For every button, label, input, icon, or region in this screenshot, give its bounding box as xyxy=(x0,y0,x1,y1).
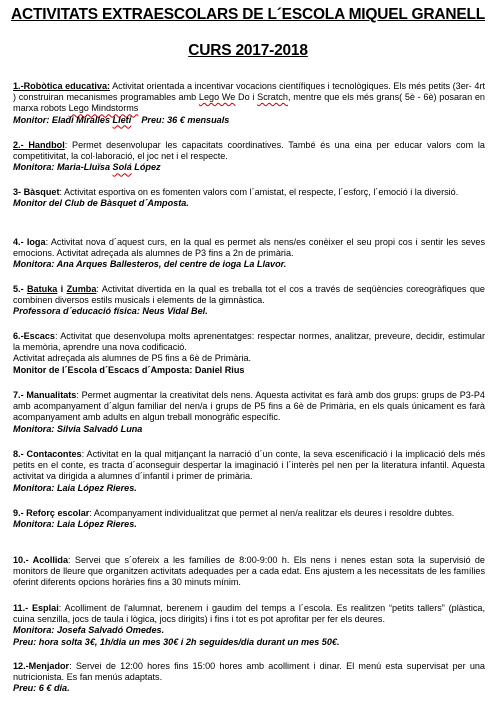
activity-body: : Acolliment de l'alumnat, berenem i gaudim del temps a l´escola. Es realitzen “petits tallers” (plàstica, cuina senzilla, jocs de taula i lògica, jocs dirigits) i fins i tot es pot aprofitar per fer els deures. xyxy=(13,603,485,625)
activity-body: : Servei que s´ofereix a les famílies de 8:00-9:00 h. Els nens i nenes estan sota la supervisió de monitors de lleure que organitzen activitats adequades per a cada edat. Ens ajustem a les necessitats de les famílies oferint diferents opcions horàries fins a 30 minuts mínim. xyxy=(13,555,485,588)
document-title: ACTIVITATS EXTRAESCOLARS DE L´ESCOLA MIQUEL GRANELL xyxy=(10,6,486,23)
activity-price: Preu: hora solta 3€, 1h/dia un mes 30€ i 2h seguides/dia durant un mes 50€. xyxy=(13,636,340,647)
activity-heading: 10.- Acollida xyxy=(13,555,69,565)
activity-monitor: Monitor del Club de Bàsquet d´Amposta. xyxy=(13,198,189,209)
activity-body: : Permet augmentar la creativitat dels nens. Aquesta activitat es farà amb dos grups: grups de P3-P4 amb acompanyament d´algun familiar del nen/a i grups de P5 fins a 6è de Primària, en els quals únicament es farà acompanyament amb adults en algun treball monogràfic específic. xyxy=(13,390,485,423)
activity-heading: 5.- Batuka i Zumba xyxy=(13,284,97,294)
activity-heading: 7.- Manualitats xyxy=(13,390,77,400)
activity-extra: Activitat adreçada als alumnes de P5 fins a 6è de Primària. xyxy=(13,353,252,364)
activity-heading: 4.- Ioga xyxy=(13,237,46,247)
activity-body: Activitat orientada a incentivar vocacions científiques i tecnològiques. Els més petits (3er- 4rt ) construiran mecanismes programables amb Lego We Do i Scratch, mentre que els més grans( 5è - 6è) posaran en marxa robots Lego Mindstorms xyxy=(13,81,485,114)
activity-monitor: Monitora: Ana Arques Ballesteros, del centre de ioga La Llavor. xyxy=(13,259,287,270)
activity-monitor: Monitora: Josefa Salvadó Omedes. xyxy=(13,625,165,636)
activity-heading: 1.-Robòtica educativa: xyxy=(13,81,111,91)
activity-monitor: Monitor de l´Escola d´Escacs d´Amposta: Daniel Rius xyxy=(13,364,245,375)
activity-esplai xyxy=(13,603,485,648)
activity-monitor: Monitora: Silvia Salvadó Luna xyxy=(13,423,143,434)
activity-ioga xyxy=(13,237,485,271)
activity-body: : Activitat nova d´aquest curs, en la qual es permet als nens/es conèixer el seu propi cos i sentir les seves emocions. Activitat adreçada als alumnes de P3 fins a 2n de primària. xyxy=(13,237,485,259)
activity-monitor: Professora d´educació física: Neus Vidal Bel. xyxy=(13,306,208,317)
activity-robotica xyxy=(13,81,485,126)
activity-contacontes xyxy=(13,449,485,494)
activity-reforc-escolar xyxy=(13,508,485,530)
activity-monitor: Monitora: Maria-Lluïsa Solá López xyxy=(13,162,161,173)
activity-body: : Permet desenvolupar les capacitats coordinatives. També és una eina per educar valors com la competitivitat, la col·laboració, el joc net i el respecte. xyxy=(13,140,485,162)
activity-handbol xyxy=(13,140,485,174)
activity-heading: 8.- Contacontes xyxy=(13,449,82,459)
activity-body: : Activitat divertida en la qual es treballa tot el cos a través de seqüències coreogràfiques que combinen diversos estils musicals i elements de la gimnàstica. xyxy=(13,284,485,306)
activity-manualitats xyxy=(13,390,485,435)
activity-monitor: Monitora: Laia López Rieres. xyxy=(13,482,137,493)
activity-body: : Activitat que desenvolupa molts aprenentatges: respectar normes, analitzar, preveure, decidir, estimular la memòria, aprendre una nova codificació. xyxy=(13,331,485,353)
activity-heading: 9.- Reforç escolar xyxy=(13,508,90,518)
activity-body: : Activitat esportiva on es fomenten valors com l´amistat, el respecte, l´esforç, l´emoció i la diversió. xyxy=(59,187,459,197)
activity-body: : Servei de 12:00 hores fins 15:00 hores amb acolliment i dinar. El menú esta supervisat per una nutricionista. Es fan menús adaptats. xyxy=(13,661,485,683)
activity-basquet xyxy=(13,187,485,209)
activity-heading: 12.-Menjador xyxy=(13,661,70,671)
activity-monitor: Monitor: Eladi Miralles Lleti Preu: 36 € mensuals xyxy=(13,114,230,125)
activity-monitor: Monitora: Laia López Rieres. xyxy=(13,519,137,530)
activity-heading: 6.-Escacs xyxy=(13,331,55,341)
activity-body: : Activitat en la qual mitjançant la narració d´un conte, la seva escenificació i la implicació dels més petits en el conte, es tracta d´aconseguir despertar la imaginació i l´interès pel nen per la literatura infantil. Aquesta activitat va dirigida a alumnes d´infantil i primer de primària. xyxy=(13,449,486,482)
document-subtitle: CURS 2017-2018 xyxy=(188,42,308,59)
activity-heading: 2.- Handbol xyxy=(13,140,65,150)
activity-batuka-zumba xyxy=(13,284,485,318)
activity-price: Preu: 6 € dia. xyxy=(13,683,70,694)
activity-heading: 3- Bàsquet xyxy=(13,187,60,197)
activity-acollida xyxy=(13,555,485,589)
activity-heading: 11.- Esplai xyxy=(13,603,59,613)
activity-body: : Acompanyament individualitzat que permet al nen/a realitzar els deures i resoldre dubtes. xyxy=(89,508,455,518)
activity-escacs xyxy=(13,331,485,376)
activity-menjador xyxy=(13,661,485,695)
